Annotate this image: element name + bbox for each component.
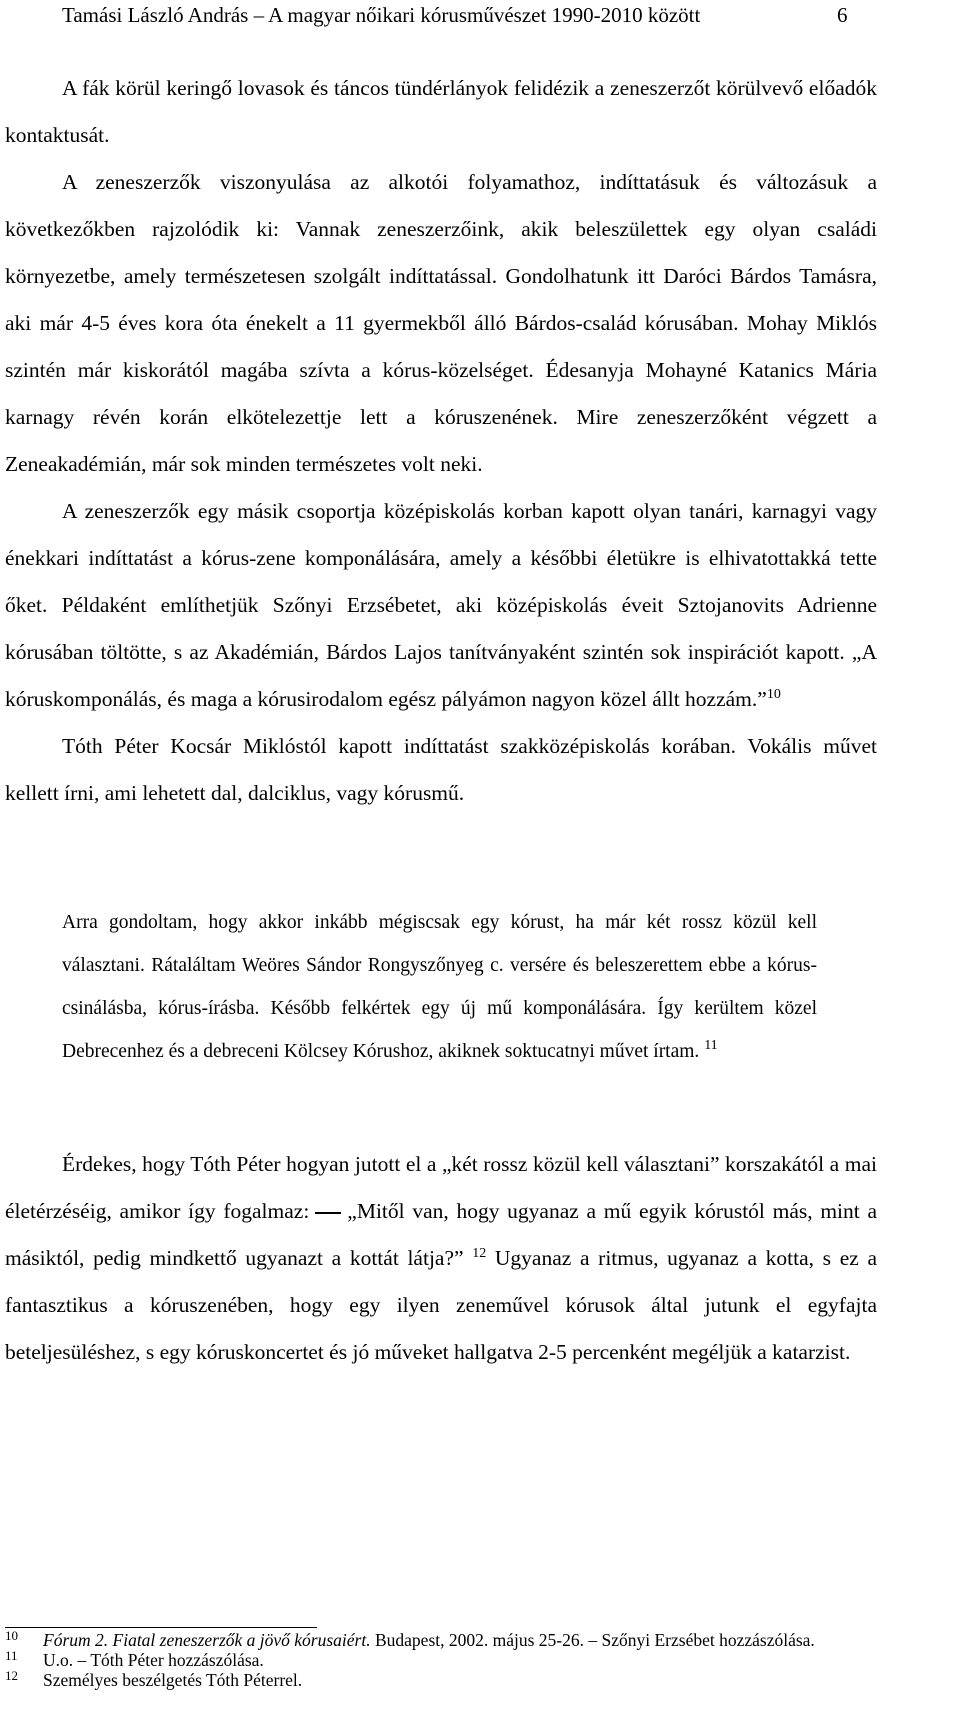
footnote-italic-title: Fórum 2. Fiatal zeneszerzők a jövő kórusaiért.	[43, 1630, 371, 1650]
page-number: 6	[837, 3, 848, 27]
paragraph-3	[5, 488, 877, 723]
footnote-ref-10[interactable]: 10	[766, 687, 781, 702]
footnote-separator	[5, 1627, 317, 1628]
footnote-10	[5, 1630, 877, 1650]
paragraph-5-part1: Érdekes, hogy Tóth Péter hogyan jutott el a „két rossz közül kell választani” korszakától a mai életérzéséig, amikor így fogalmaz:	[5, 1152, 877, 1223]
paragraph-1: A fák körül keringő lovasok és táncos tündérlányok felidézik a zeneszerzőt körülvevő előadók kontaktusát.	[5, 76, 877, 147]
quote-text: Arra gondoltam, hogy akkor inkább mégiscsak egy kórust, ha már két rossz közül kell választani. Rátaláltam Weöres Sándor Rongyszőnyeg c. versére és beleszerettem ebbe a kórus-csinálásba, kórus-írásba. Később felkértek egy új mű komponálására. Így kerültem közel Debrecenhez és a debreceni Kölcsey Kórushoz, akiknek soktucatnyi művet írtam.	[62, 912, 817, 1062]
main-text	[5, 65, 877, 817]
paragraph-4: Tóth Péter Kocsár Miklóstól kapott indíttatást szakközépiskolás korában. Vokális művet kellett írni, ami lehetett dal, dalciklus, vagy kórusmű.	[5, 734, 877, 805]
footnote-text: U.o. – Tóth Péter hozzászólása.	[43, 1650, 264, 1670]
footnote-ref-11[interactable]: 11	[704, 1038, 718, 1053]
footnote-11	[5, 1650, 877, 1670]
paragraph-3-text: A zeneszerzők egy másik csoportja középiskolás korban kapott olyan tanári, karnagyi vagy énekkari indíttatást a kórus-zene komponálására, amely a későbbi életükre is elhivatottakká tette őket. Példaként említhetjük Szőnyi Erzsébetet, aki középiskolás éveit Sztojanovits Adrienne kórusában töltötte, s az Akadémián, Bárdos Lajos tanítványaként szintén sok inspirációt kapott. „A kóruskomponálás, és maga a kórusirodalom egész pályámon nagyon közel állt hozzám.”	[5, 499, 877, 711]
footnote-number: 11	[5, 1648, 18, 1663]
dash-mark	[315, 1212, 341, 1214]
footnote-12	[5, 1670, 877, 1690]
footnote-rest: Budapest, 2002. május 25-26. – Szőnyi Erzsébet hozzászólása.	[370, 1630, 815, 1650]
paragraph-5-quote: „Mitől van, hogy ugyanaz a mű egyik kórustól más, mint a másiktól, pedig mindkettő ugyanazt a kottát látja?”	[5, 1199, 877, 1270]
footnote-text: Személyes beszélgetés Tóth Péterrel.	[43, 1670, 303, 1690]
block-quote	[62, 901, 817, 1073]
footnote-number: 12	[5, 1668, 18, 1683]
paragraph-5-part3: Ugyanaz a ritmus, ugyanaz a kotta, s ez a fantasztikus a kóruszenében, hogy egy ilyen zeneművel kórusok által jutunk el egyfajta beteljesüléshez, s egy kóruskoncertet és jó műveket hallgatva 2-5 percenként megéljük a katarzist.	[5, 1246, 878, 1364]
paragraph-5	[5, 1141, 877, 1376]
running-title: Tamási László András – A magyar nőikari kórusművészet 1990-2010 között	[62, 3, 701, 27]
quote-paragraph	[62, 901, 817, 1073]
paragraph-2: A zeneszerzők viszonyulása az alkotói folyamathoz, indíttatásuk és változásuk a következőkben rajzolódik ki: Vannak zeneszerzőink, akik beleszülettek egy olyan családi környezetbe, amely természetesen szolgált indíttatással. Gondolhatunk itt Daróci Bárdos Tamásra, aki már 4-5 éves kora óta énekelt a 11 gyermekből álló Bárdos-család kórusában. Mohay Miklós szintén már kiskorától magába szívta a kórus-közelséget. Édesanyja Mohayné Katanics Mária karnagy révén korán elkötelezettje lett a kóruszenének. Mire zeneszerzőként végzett a Zeneakadémián, már sok minden természetes volt neki.	[5, 170, 877, 476]
footnotes	[5, 1630, 877, 1690]
footnote-number: 10	[5, 1628, 18, 1643]
main-text-continued	[5, 1141, 877, 1376]
footnote-text	[43, 1630, 877, 1650]
footnote-ref-12[interactable]: 12	[472, 1246, 487, 1261]
